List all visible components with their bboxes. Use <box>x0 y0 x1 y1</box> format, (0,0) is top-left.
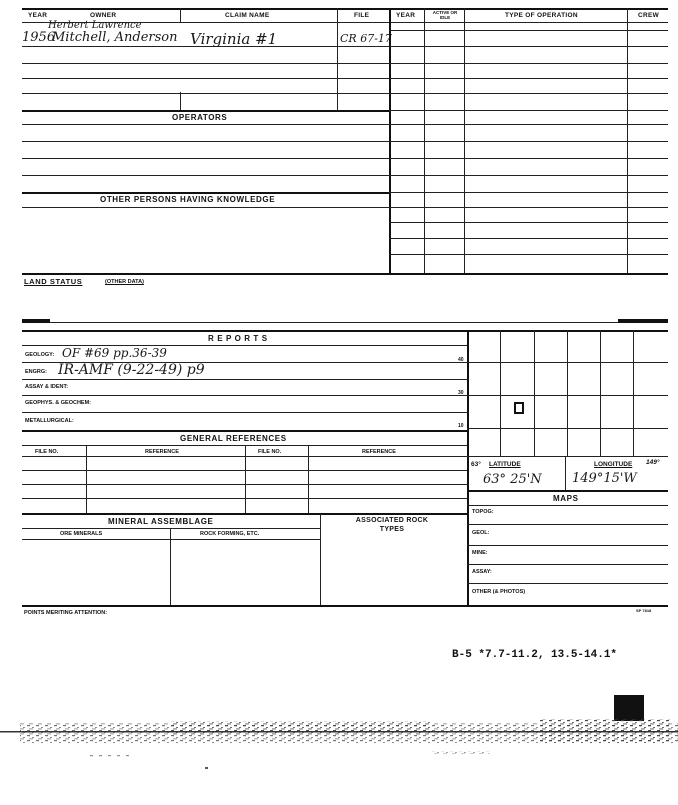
file-no-header-2: FILE NO. <box>258 449 282 455</box>
associated-rock-types-heading: ASSOCIATED ROCK TYPES <box>355 517 429 533</box>
rock-forming-header: ROCK FORMING, ETC. <box>200 531 260 537</box>
file-no-header: FILE NO. <box>35 449 59 455</box>
reports-heading: R E P O R T S <box>208 334 268 343</box>
assay-ident-label: ASSAY & IDENT: <box>25 384 69 390</box>
file-value: CR 67-17 <box>340 32 392 45</box>
maps-mine-label: MINE: <box>472 550 488 556</box>
grid-number-30: 30 <box>458 390 464 396</box>
header-file: FILE <box>354 12 370 19</box>
location-marker-square <box>514 402 524 414</box>
longitude-degree-suffix: 149° <box>646 459 660 466</box>
latitude-label: LATITUDE <box>489 461 521 468</box>
header-year-2: YEAR <box>396 12 416 19</box>
latitude-value: 63° 25'N <box>483 472 542 487</box>
scan-noise-graphic <box>0 715 678 775</box>
engrg-value: IR-AMF (9-22-49) p9 <box>58 362 205 378</box>
maps-topog-label: TOPOG: <box>472 509 494 515</box>
longitude-label: LONGITUDE <box>594 461 633 468</box>
claim-name-value: Virginia #1 <box>190 30 278 48</box>
geology-label: GEOLOGY: <box>25 352 55 358</box>
geophys-geochem-label: GEOPHYS. & GEOCHEM: <box>25 400 92 406</box>
land-status-heading: LAND STATUS <box>24 277 83 286</box>
maps-other-label: OTHER (& PHOTOS) <box>472 589 526 595</box>
other-persons-heading: OTHER PERSONS HAVING KNOWLEDGE <box>100 195 276 204</box>
grid-number-40: 40 <box>458 357 464 363</box>
operators-heading: OPERATORS <box>172 113 228 122</box>
land-status-sub: (OTHER DATA) <box>105 279 144 285</box>
typed-annotation: B-5 *7.7-11.2, 13.5-14.1* <box>452 649 618 661</box>
maps-assay-label: ASSAY: <box>472 569 492 575</box>
header-claim-name: CLAIM NAME <box>225 12 270 19</box>
grid-number-10: 10 <box>458 423 464 429</box>
longitude-value: 149°15'W <box>572 471 637 486</box>
form-number: SP 7818 <box>636 608 652 613</box>
header-active-or-idle: ACTIVE OR IDLE <box>432 10 458 20</box>
geology-value: OF #69 pp.36-39 <box>62 346 167 360</box>
header-crew: CREW <box>638 12 660 19</box>
header-owner: OWNER <box>90 12 117 19</box>
header-year: YEAR <box>28 12 48 19</box>
engrg-label: ENGRG: <box>25 369 47 375</box>
owner-name: Mitchell, Anderson <box>52 30 178 45</box>
ore-minerals-header: ORE MINERALS <box>60 531 103 537</box>
mineral-assemblage-heading: MINERAL ASSEMBLAGE <box>108 517 214 526</box>
owner-handwritten-above: Herbert Lawrence <box>48 20 142 31</box>
general-references-heading: GENERAL REFERENCES <box>180 434 287 443</box>
maps-heading: MAPS <box>553 494 579 503</box>
points-meriting-attention-label: POINTS MERITING ATTENTION: <box>24 610 108 616</box>
reference-header: REFERENCE <box>145 449 179 455</box>
header-type-of-operation: TYPE OF OPERATION <box>505 12 578 19</box>
latitude-degree-prefix: 63° <box>471 461 481 468</box>
reference-header-2: REFERENCE <box>362 449 396 455</box>
maps-geol-label: GEOL: <box>472 530 490 536</box>
owner-year: 1956 <box>22 30 56 45</box>
metallurgical-label: METALLURGICAL: <box>25 418 74 424</box>
